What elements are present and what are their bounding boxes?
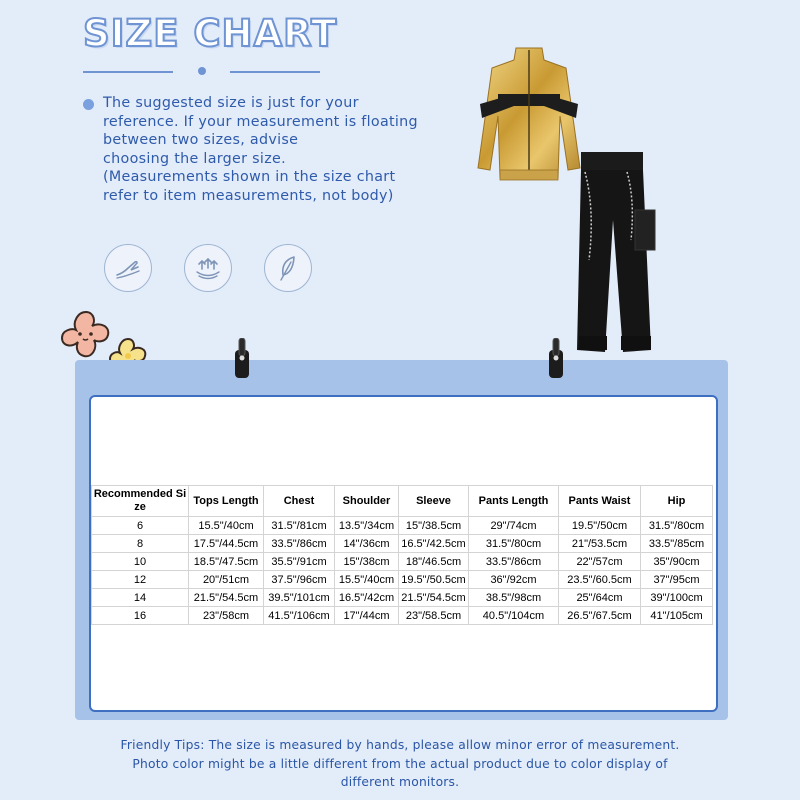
table-cell: 19.5"/50.5cm	[399, 571, 469, 589]
table-cell: 17"/44cm	[335, 607, 399, 625]
table-cell: 10	[92, 553, 189, 571]
table-cell: 18.5"/47.5cm	[189, 553, 264, 571]
table-cell: 37.5"/96cm	[264, 571, 335, 589]
page-title: SIZE CHART	[83, 12, 338, 55]
table-cell: 33.5"/86cm	[469, 553, 559, 571]
table-cell: 33.5"/86cm	[264, 535, 335, 553]
table-cell: 36"/92cm	[469, 571, 559, 589]
table-cell: 23"/58cm	[189, 607, 264, 625]
table-cell: 39"/100cm	[641, 589, 713, 607]
table-cell: 21.5"/54.5cm	[399, 589, 469, 607]
table-cell: 35.5"/91cm	[264, 553, 335, 571]
col-header-pants-waist: Pants Waist	[559, 486, 641, 517]
table-row	[92, 571, 713, 589]
size-note: The suggested size is just for your reference. If your measurement is floating between two sizes, advise choosing the larger size. (Measurements shown in the size chart refer to item measurements, not body)	[103, 95, 418, 204]
table-cell: 20"/51cm	[189, 571, 264, 589]
table-cell: 21"/53.5cm	[559, 535, 641, 553]
table-cell: 16.5"/42cm	[335, 589, 399, 607]
table-cell: 18"/46.5cm	[399, 553, 469, 571]
col-header-chest: Chest	[264, 486, 335, 517]
table-cell: 25"/64cm	[559, 589, 641, 607]
table-cell: 22"/57cm	[559, 553, 641, 571]
table-cell: 31.5"/80cm	[641, 517, 713, 535]
table-cell: 41.5"/106cm	[264, 607, 335, 625]
table-row	[92, 517, 713, 535]
table-cell: 38.5"/98cm	[469, 589, 559, 607]
table-row	[92, 589, 713, 607]
board-clip-right	[548, 338, 564, 380]
table-header-row	[92, 486, 713, 517]
table-cell: 31.5"/80cm	[469, 535, 559, 553]
table-cell: 23"/58.5cm	[399, 607, 469, 625]
table-cell: 13.5"/34cm	[335, 517, 399, 535]
table-cell: 6	[92, 517, 189, 535]
table-cell: 39.5"/101cm	[264, 589, 335, 607]
table-cell: 37"/95cm	[641, 571, 713, 589]
table-cell: 23.5"/60.5cm	[559, 571, 641, 589]
black-pants-image	[571, 150, 661, 360]
lightweight-feather-icon	[264, 244, 312, 292]
title-underline-right	[230, 71, 320, 73]
table-cell: 35"/90cm	[641, 553, 713, 571]
table-cell: 33.5"/85cm	[641, 535, 713, 553]
table-cell: 16	[92, 607, 189, 625]
table-cell: 15.5"/40cm	[189, 517, 264, 535]
table-cell: 15.5"/40cm	[335, 571, 399, 589]
title-underline-left	[83, 71, 173, 73]
table-cell: 8	[92, 535, 189, 553]
col-header-shoulder: Shoulder	[335, 486, 399, 517]
table-row	[92, 607, 713, 625]
col-header-tops-length: Tops Length	[189, 486, 264, 517]
table-cell: 29"/74cm	[469, 517, 559, 535]
table-cell: 41"/105cm	[641, 607, 713, 625]
table-cell: 14	[92, 589, 189, 607]
table-row	[92, 553, 713, 571]
title-underline-dot	[198, 67, 206, 75]
size-table	[91, 485, 713, 625]
table-cell: 40.5"/104cm	[469, 607, 559, 625]
note-bullet	[83, 99, 94, 110]
gold-jacket-image	[474, 46, 584, 192]
table-row	[92, 535, 713, 553]
table-cell: 31.5"/81cm	[264, 517, 335, 535]
friendly-tips: Friendly Tips: The size is measured by hands, please allow minor error of measurement. Photo color might be a little different from the actual product due to color display of different monitors.	[120, 738, 680, 789]
table-cell: 21.5"/54.5cm	[189, 589, 264, 607]
table-cell: 17.5"/44.5cm	[189, 535, 264, 553]
board-clip-left	[234, 338, 250, 380]
col-header-recommended-size: Recommended Size	[92, 486, 189, 517]
table-cell: 15"/38cm	[335, 553, 399, 571]
table-cell: 15"/38.5cm	[399, 517, 469, 535]
col-header-hip: Hip	[641, 486, 713, 517]
col-header-sleeve: Sleeve	[399, 486, 469, 517]
table-cell: 16.5"/42.5cm	[399, 535, 469, 553]
hand-feel-icon	[104, 244, 152, 292]
col-header-pants-length: Pants Length	[469, 486, 559, 517]
table-cell: 12	[92, 571, 189, 589]
table-cell: 26.5"/67.5cm	[559, 607, 641, 625]
breathable-icon	[184, 244, 232, 292]
table-cell: 19.5"/50cm	[559, 517, 641, 535]
table-cell: 14"/36cm	[335, 535, 399, 553]
